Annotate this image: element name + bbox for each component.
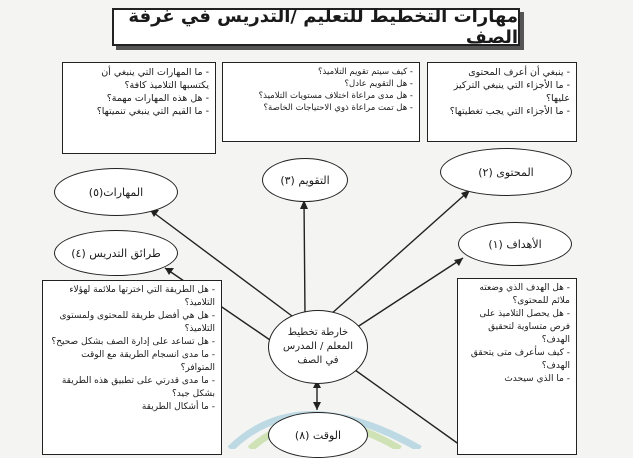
methods-question: - ما أشكال الطريقة xyxy=(49,401,215,414)
line-to-content xyxy=(330,190,470,315)
methods-question: - هل هي أفضل طريقة للمحتوى ولمستوى التلاميذ؟ xyxy=(49,310,215,336)
planning-map-center: خارطة تخطيط المعلم / المدرس في الصف xyxy=(268,310,368,384)
evaluation-question: - هل التقويم عادل؟ xyxy=(229,78,413,90)
skills-question: - هل هذه المهارات مهمة؟ xyxy=(69,92,209,105)
arrowhead-objectives xyxy=(454,258,463,266)
evaluation-question: - هل تمت مراعاة ذوي الاحتياجات الخاصة؟ xyxy=(229,102,413,114)
skills-questions-box xyxy=(62,62,216,154)
page-title: مهارات التخطيط للتعليم /التدريس في غرفة الصف xyxy=(112,8,520,46)
line-to-objectives xyxy=(345,258,463,335)
methods-question: - هل الطريقة التي اخترتها ملائمة لهؤلاء التلاميذ؟ xyxy=(49,284,215,310)
methods-node: طرائق التدريس (٤) xyxy=(54,230,178,276)
content-questions-box xyxy=(427,62,577,142)
skills-node: المهارات(٥) xyxy=(54,168,178,216)
objectives-question: - هل الهدف الذي وضعته ملائم للمحتوى؟ xyxy=(464,282,570,308)
objectives-node: الأهداف (١) xyxy=(458,222,572,266)
time-node: الوقت (٨) xyxy=(268,412,368,458)
evaluation-question: - هل مدى مراعاة اختلاف مستويات التلاميذ؟ xyxy=(229,90,413,102)
objectives-question: - ما الذي سيحدث xyxy=(464,373,570,386)
content-question: - ينبغي أن أعرف المحتوى xyxy=(434,66,570,79)
evaluation-questions-box xyxy=(222,62,420,142)
methods-question: - هل تساعد على إدارة الصف بشكل صحيح؟ xyxy=(49,336,215,349)
methods-question: - ما مدى انسجام الطريقة مع الوقت المتوافر؟ xyxy=(49,349,215,375)
evaluation-question: - كيف سيتم تقويم التلاميذ؟ xyxy=(229,66,413,78)
objectives-question: - كيف سأعرف متى يتحقق الهدف؟ xyxy=(464,347,570,373)
content-question: - ما الأجزاء التي ينبغي التركيز عليها؟ xyxy=(434,79,570,105)
methods-question: - ما مدى قدرتي على تطبيق هذه الطريقة بشكل جيد؟ xyxy=(49,375,215,401)
content-question: - ما الأجزاء التي يجب تغطيتها؟ xyxy=(434,105,570,118)
line-to-evaluation xyxy=(304,200,305,315)
evaluation-node: التقويم (٣) xyxy=(262,158,348,202)
content-node: المحتوى (٢) xyxy=(440,148,572,196)
methods-questions-box xyxy=(42,280,222,455)
objectives-question: - هل يحصل التلاميذ على فرص متساوية لتحقيق الهدف؟ xyxy=(464,308,570,347)
objectives-questions-box xyxy=(457,278,577,455)
skills-question: - ما القيم التي ينبغي تنميتها؟ xyxy=(69,105,209,118)
skills-question: - ما المهارات التي ينبغي أن يكتسبها التلاميذ كافة؟ xyxy=(69,66,209,92)
arrowhead-time-down xyxy=(313,402,321,410)
